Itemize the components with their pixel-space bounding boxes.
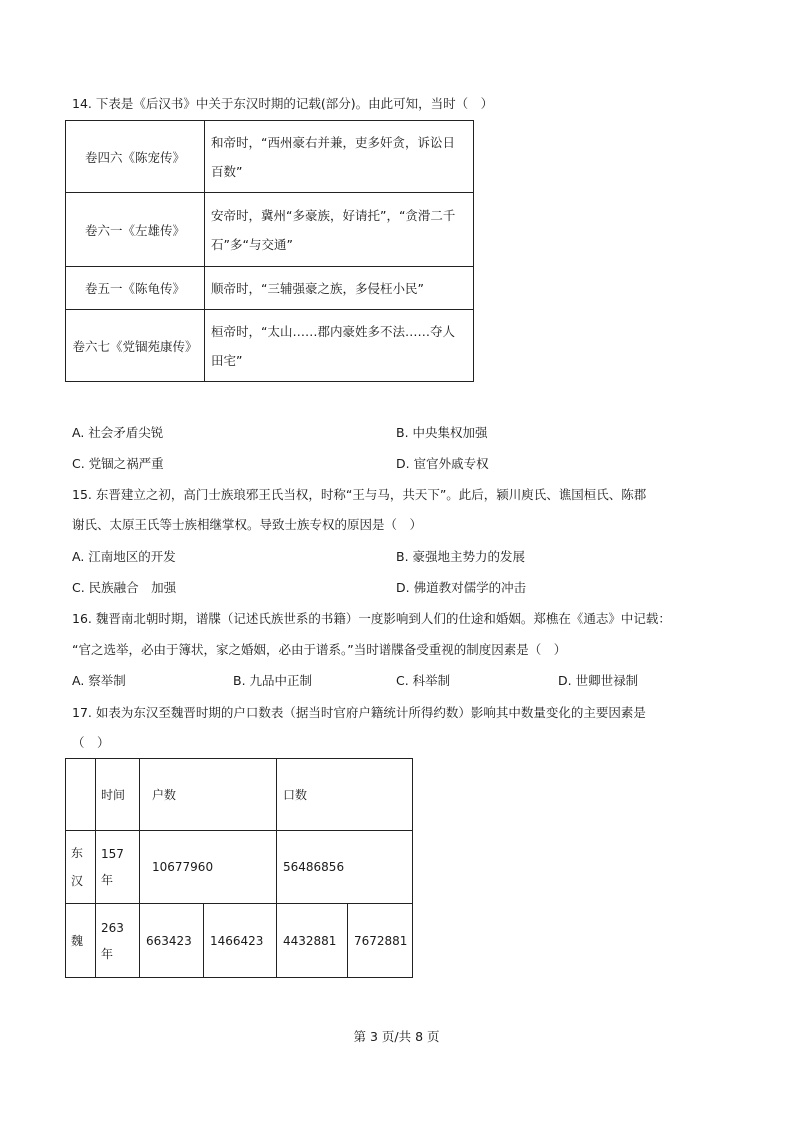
- q14-row4-label: 卷六七《党锢苑康传》: [66, 310, 205, 382]
- q17-stem-line2: （ ）: [72, 735, 110, 750]
- q14-option-b: B. 中央集权加强: [396, 425, 488, 440]
- q15-option-c: C. 民族融合 加强: [72, 580, 177, 595]
- q17-corner-cell: [66, 759, 96, 831]
- q14-row1-content: 和帝时，“西州豪右并兼，吏多奸贪，诉讼日百数”: [205, 121, 474, 193]
- q17-row1-year: 157年: [96, 831, 140, 904]
- table-row: [66, 267, 474, 310]
- q17-row1-population: 56486856: [277, 831, 413, 904]
- q17-header-population: 口数: [277, 759, 413, 831]
- q17-header-households: 户数: [140, 759, 277, 831]
- table-row: [66, 310, 474, 382]
- q17-row2-dynasty: 魏: [66, 904, 96, 978]
- q15-option-a: A. 江南地区的开发: [72, 549, 176, 564]
- q17-row2-cell: 663423: [140, 904, 204, 978]
- q14-row2-label: 卷六一《左雄传》: [66, 193, 205, 267]
- table-row: [66, 193, 474, 267]
- q17-row2-year: 263年: [96, 904, 140, 978]
- q14-table: [65, 120, 474, 382]
- q15-stem-line1: 15. 东晋建立之初，高门士族琅邪王氏当权，时称“王与马，共天下”。此后，颍川庾氏、谯国桓氏、陈郡: [72, 487, 647, 502]
- q17-row1-dynasty: 东汉: [66, 831, 96, 904]
- q14-row2-content: 安帝时，冀州“多豪族，好请托”，“贪滑二千石”多“与交通”: [205, 193, 474, 267]
- q14-row3-content: 顺帝时，“三辅强豪之族，多侵枉小民”: [205, 267, 474, 310]
- q14-option-c: C. 党锢之祸严重: [72, 456, 164, 471]
- table-row: [66, 121, 474, 193]
- table-row: [66, 904, 413, 978]
- table-row: [66, 759, 413, 831]
- table-row: [66, 831, 413, 904]
- q17-stem-line1: 17. 如表为东汉至魏晋时期的户口数表（据当时官府户籍统计所得约数）影响其中数量变化的主要因素是: [72, 705, 646, 720]
- q14-stem: 14. 下表是《后汉书》中关于东汉时期的记载(部分)。由此可知，当时（ ）: [72, 96, 494, 111]
- q16-option-b: B. 九品中正制: [233, 673, 313, 688]
- q14-option-d: D. 宦官外戚专权: [396, 456, 489, 471]
- q16-stem-line2: “官之选举，必由于簿状，家之婚姻，必由于谱系。”当时谱牒备受重视的制度因素是（ ）: [72, 642, 567, 657]
- q17-row2-cell: 1466423: [204, 904, 277, 978]
- q17-row2-cell: 4432881: [277, 904, 348, 978]
- q17-header-time: 时间: [96, 759, 140, 831]
- q14-row4-content: 桓帝时，“太山……郡内豪姓多不法……夺人田宅”: [205, 310, 474, 382]
- page-footer: 第 3 页/共 8 页: [353, 1029, 440, 1044]
- q14-row3-label: 卷五一《陈龟传》: [66, 267, 205, 310]
- q14-option-a: A. 社会矛盾尖锐: [72, 425, 164, 440]
- q15-option-b: B. 豪强地主势力的发展: [396, 549, 526, 564]
- q17-row2-cell: 7672881: [348, 904, 413, 978]
- q16-option-d: D. 世卿世禄制: [558, 673, 639, 688]
- q16-option-a: A. 察举制: [72, 673, 126, 688]
- q17-table: [65, 758, 413, 978]
- q15-option-d: D. 佛道教对儒学的冲击: [396, 580, 527, 595]
- q15-stem-line2: 谢氏、太原王氏等士族相继掌权。导致士族专权的原因是（ ）: [72, 517, 423, 532]
- q16-option-c: C. 科举制: [396, 673, 451, 688]
- q16-stem-line1: 16. 魏晋南北朝时期，谱牒（记述氏族世系的书籍）一度影响到人们的仕途和婚姻。郑樵在《通志》中记载：: [72, 611, 671, 626]
- q17-row1-households: 10677960: [140, 831, 277, 904]
- q14-row1-label: 卷四六《陈宠传》: [66, 121, 205, 193]
